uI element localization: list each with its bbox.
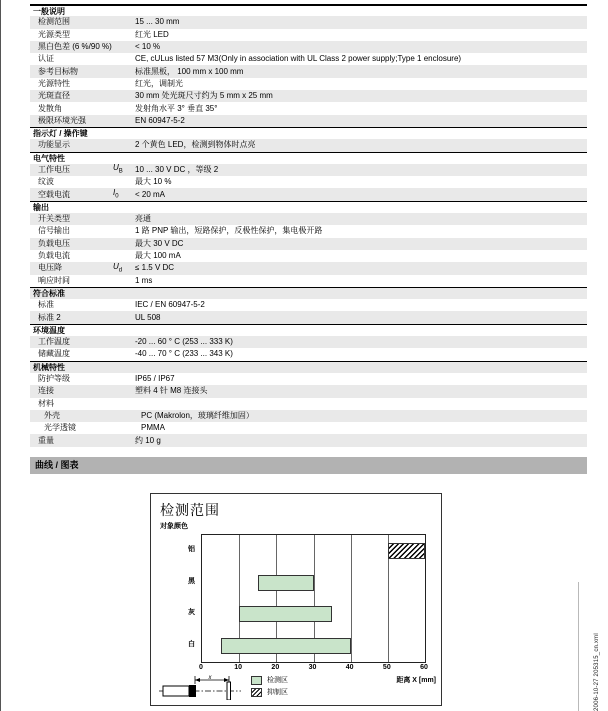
spec-row: 材料 <box>38 398 54 408</box>
spec-row: 负载电压 最大 30 V DC <box>30 238 587 250</box>
spec-row: 发散角 发射角水平 3° 垂直 35° <box>38 103 218 113</box>
spec-row: 极限环境光强 EN 60947-5-2 <box>30 115 587 127</box>
chart-subtitle: 对象颜色 <box>160 523 188 530</box>
page-fold-mark <box>578 582 579 711</box>
spec-row: 储藏温度 -40 ... 70 ° C (233 ... 343 K) <box>38 349 233 359</box>
spec-row: 纹波 最大 10 % <box>38 177 172 187</box>
spec-row: 参考目标物 标准黑板， 100 mm x 100 mm <box>30 65 587 77</box>
spec-row: 电压降 $U_d$ ≤ 1.5 V DC <box>30 262 587 274</box>
section-band-curves <box>30 457 587 474</box>
category-label: 黑 <box>188 577 195 585</box>
detection-range-chart <box>150 493 442 706</box>
legend-label: 抑制区 <box>267 689 288 696</box>
section-band-label: 曲线 / 图表 <box>35 460 79 470</box>
x-tick-label: 30 <box>308 664 317 671</box>
section-header: 机械特性 <box>30 361 587 373</box>
gridline <box>351 535 352 662</box>
suppression-zone-swatch-icon <box>251 688 262 697</box>
spec-row: 黑白色差 (6 %/90 %) < 10 % <box>30 41 587 53</box>
plot-area <box>201 534 426 663</box>
category-label: 铝 <box>188 545 195 553</box>
x-tick-label: 10 <box>234 664 243 671</box>
x-tick-label: 50 <box>382 664 391 671</box>
chart-title: 检测范围 <box>160 502 220 518</box>
sensor-distance-sketch-icon <box>157 674 243 700</box>
spec-row: 标准 2 UL 508 <box>30 311 587 323</box>
legend-label: 检测区 <box>267 677 288 684</box>
x-tick-label: 20 <box>271 664 280 671</box>
category-label: 白 <box>188 641 195 649</box>
section-header: 输出 <box>30 201 587 213</box>
spec-row: 负载电流 最大 100 mA <box>38 251 181 261</box>
spec-row: 开关类型 亮通 <box>30 213 587 225</box>
chart-legend <box>251 674 288 698</box>
bar-灰 <box>239 606 332 622</box>
spec-row: 标准 IEC / EN 60947-5-2 <box>38 300 205 310</box>
spec-row: 光源类型 红光 LED <box>38 29 169 39</box>
spec-row: 工作电压 $U_B$ 10 ... 30 V DC ，等级 2 <box>30 164 587 176</box>
section-header: 电气特性 <box>30 152 587 164</box>
detection-zone-swatch-icon <box>251 676 262 685</box>
spec-row: 响应时间 1 ms <box>38 275 153 285</box>
spec-row: 光学透镜 PMMA <box>44 423 165 433</box>
section-header: 符合标准 <box>30 287 587 299</box>
bar-白 <box>221 638 351 654</box>
bar-铝 <box>388 543 425 559</box>
x-tick-label: 0 <box>199 664 203 671</box>
bar-黑 <box>258 575 314 591</box>
spec-row: 防护等级 IP65 / IP67 <box>38 374 175 384</box>
section-header: 一般说明 <box>30 4 587 16</box>
page-left-edge <box>0 0 1 711</box>
spec-row: 认证 CE, cULus listed 57 M3(Only in association with UL Class 2 power supply;Type 1 enclosure) <box>38 54 462 64</box>
spec-row: 重量 约 10 g <box>30 434 587 446</box>
spec-row: 外壳 PC (Makrolon，玻璃纤维加固） <box>30 410 587 422</box>
spec-row: 光斑直径 30 mm 处光斑尺寸约为 5 mm x 25 mm <box>30 90 587 102</box>
section-header: 环境温度 <box>30 324 587 336</box>
legend-item-suppression <box>251 686 288 698</box>
x-tick-label: 40 <box>345 664 354 671</box>
category-label: 灰 <box>188 609 195 617</box>
x-tick-label: 60 <box>420 664 428 671</box>
x-axis-label: 距离 X [mm] <box>396 677 436 684</box>
spec-row: 信号输出 1 路 PNP 输出，短路保护，反极性保护，集电极开路 <box>38 226 323 236</box>
spec-row: 光源特性 红光，调制光 <box>38 78 183 88</box>
spec-row: 工作温度 -20 ... 60 ° C (253 ... 333 K) <box>30 336 587 348</box>
spec-row: 连接 塑料 4 针 M8 连接头 <box>30 385 587 397</box>
legend-item-detection <box>251 674 288 686</box>
svg-text:x: x <box>208 675 212 681</box>
spec-row: 功能显示 2 个黄色 LED，检测到物体时点亮 <box>30 139 587 151</box>
spec-table <box>30 4 587 447</box>
spec-row: 检测范围 15 ... 30 mm <box>30 16 587 28</box>
section-header: 指示灯 / 操作键 <box>30 127 587 139</box>
spec-row: 空载电流 $I_0$ < 20 mA <box>30 188 587 200</box>
footer-document-id: 2006-10-27 205315_cn.xml <box>594 633 600 711</box>
